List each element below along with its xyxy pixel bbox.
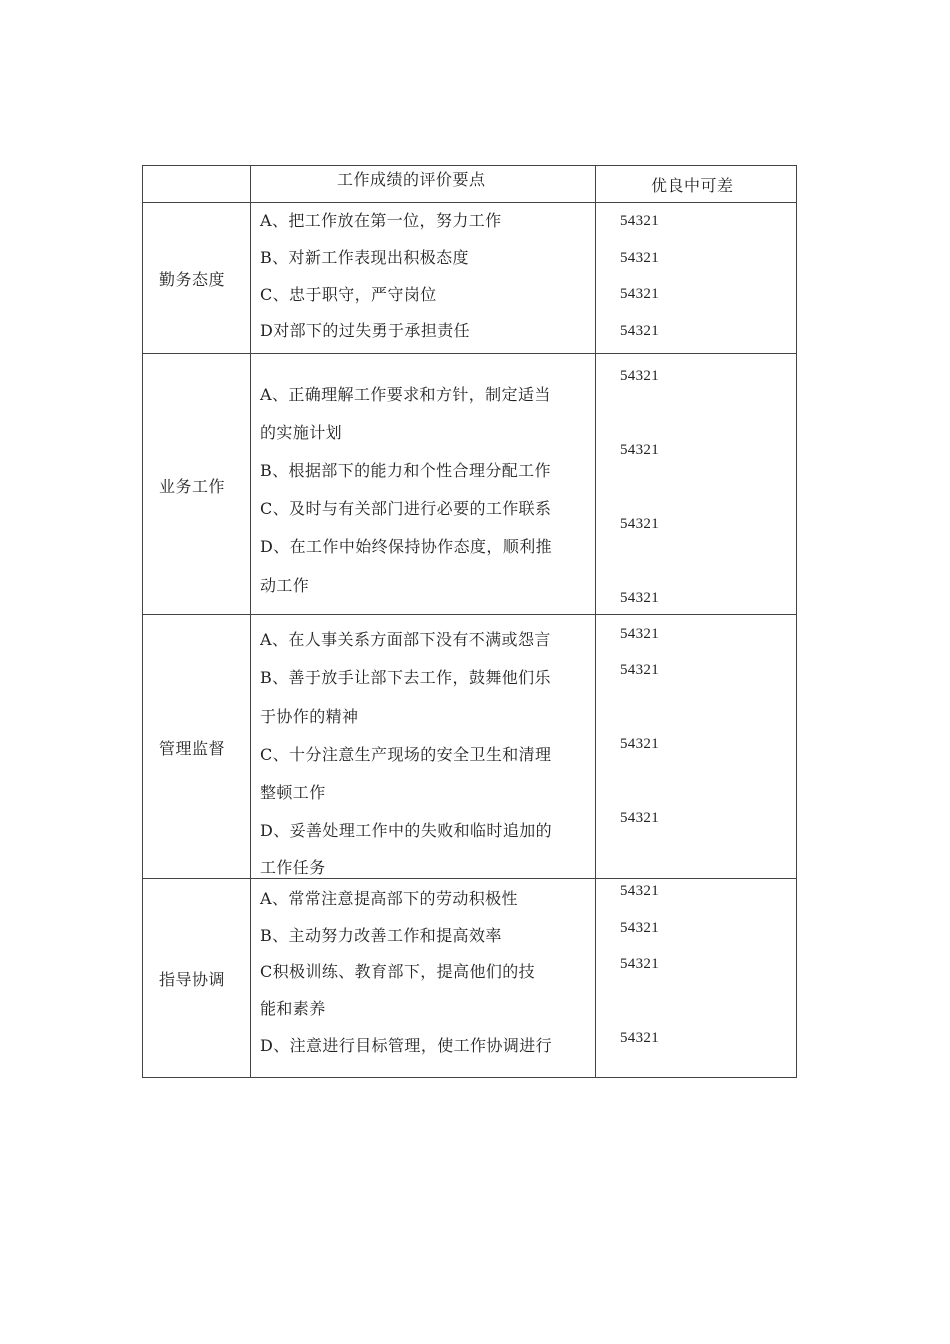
criteria-line: A、常常注意提高部下的劳动积极性	[260, 889, 518, 908]
score-scale: 54321	[620, 442, 659, 458]
criteria-line: C、十分注意生产现场的安全卫生和清理	[260, 745, 552, 764]
column-divider-2	[595, 166, 596, 1077]
criteria-line: D、在工作中始终保持协作态度，顺利推	[260, 537, 553, 556]
criteria-line: C、及时与有关部门进行必要的工作联系	[260, 499, 552, 518]
score-scale: 54321	[620, 323, 659, 339]
criteria-line: A、把工作放在第一位，努力工作	[260, 211, 502, 230]
score-scale: 54321	[620, 626, 659, 642]
criteria-line: C积极训练、教育部下，提高他们的技	[260, 962, 536, 981]
header-rating: 优良中可差	[651, 176, 734, 195]
column-divider-1	[250, 166, 251, 1077]
score-scale: 54321	[620, 883, 659, 899]
criteria-line: B、对新工作表现出积极态度	[260, 248, 469, 267]
criteria-line: B、根据部下的能力和个性合理分配工作	[260, 461, 551, 480]
criteria-line: D、妥善处理工作中的失败和临时追加的	[260, 821, 553, 840]
criteria-line: B、主动努力改善工作和提高效率	[260, 926, 502, 945]
category-label: 业务工作	[159, 477, 226, 496]
score-scale: 54321	[620, 250, 659, 266]
criteria-line: 工作任务	[260, 858, 326, 877]
criteria-line: D对部下的过失勇于承担责任	[260, 321, 471, 340]
category-label: 指导协调	[159, 970, 226, 989]
score-scale: 54321	[620, 286, 659, 302]
row-divider-header	[143, 202, 796, 203]
score-scale: 54321	[620, 956, 659, 972]
score-scale: 54321	[620, 736, 659, 752]
criteria-line: 能和素养	[260, 999, 326, 1018]
score-scale: 54321	[620, 590, 659, 606]
criteria-line: 动工作	[260, 576, 310, 595]
score-scale: 54321	[620, 213, 659, 229]
criteria-line: D、注意进行目标管理，使工作协调进行	[260, 1036, 553, 1055]
row-divider-1	[143, 353, 796, 354]
criteria-line: A、在人事关系方面部下没有不满或怨言	[260, 630, 551, 649]
category-label: 管理监督	[159, 739, 226, 758]
score-scale: 54321	[620, 810, 659, 826]
row-divider-2	[143, 614, 796, 615]
score-scale: 54321	[620, 516, 659, 532]
criteria-line: C、忠于职守，严守岗位	[260, 285, 437, 304]
criteria-line: A、正确理解工作要求和方针，制定适当	[260, 385, 551, 404]
evaluation-table	[142, 165, 797, 1078]
score-scale: 54321	[620, 662, 659, 678]
score-scale: 54321	[620, 920, 659, 936]
row-divider-3	[143, 878, 796, 879]
criteria-line: 整顿工作	[260, 783, 326, 802]
criteria-line: 于协作的精神	[260, 707, 359, 726]
score-scale: 54321	[620, 1030, 659, 1046]
header-criteria: 工作成绩的评价要点	[337, 170, 486, 189]
category-label: 勤务态度	[159, 270, 226, 289]
criteria-line: B、善于放手让部下去工作，鼓舞他们乐	[260, 668, 551, 687]
score-scale: 54321	[620, 368, 659, 384]
criteria-line: 的实施计划	[260, 423, 343, 442]
